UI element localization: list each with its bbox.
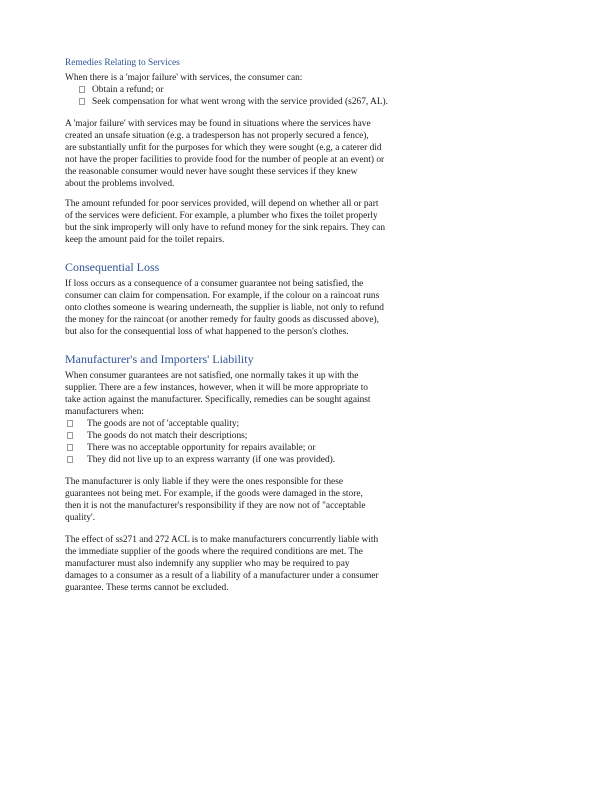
list-item: Obtain a refund; or bbox=[92, 85, 164, 95]
paragraph-line: but also for the consequential loss of what happened to the person's clothes. bbox=[65, 327, 349, 337]
paragraph-line: the money for the raincoat (or another remedy for faulty goods as discussed above), bbox=[65, 315, 379, 325]
section-heading-manufacturer-liability: Manufacturer's and Importers' Liability bbox=[65, 352, 254, 366]
paragraph-line: then it is not the manufacturer's responsibility if they are now not of "acceptable bbox=[65, 501, 366, 511]
checkbox-bullet-icon bbox=[67, 420, 73, 427]
paragraph-line: of the services were deficient. For example, a plumber who fixes the toilet properly bbox=[65, 211, 378, 221]
paragraph-line: manufacturer must also indemnify any supplier who may be required to pay bbox=[65, 559, 350, 569]
paragraph-line: quality'. bbox=[65, 513, 96, 523]
paragraph-line: supplier. There are a few instances, however, when it will be more appropriate to bbox=[65, 383, 368, 393]
paragraph-line: damages to a consumer as a result of a liability of a manufacturer under a consumer bbox=[65, 571, 379, 581]
paragraph-line: The amount refunded for poor services provided, will depend on whether all or part bbox=[65, 199, 379, 209]
paragraph-line: When there is a 'major failure' with services, the consumer can: bbox=[65, 73, 303, 83]
paragraph-line: The effect of ss271 and 272 ACL is to make manufacturers concurrently liable with bbox=[65, 535, 379, 545]
paragraph-line: not have the proper facilities to provide food for the number of people at an event) or bbox=[65, 155, 385, 165]
paragraph-line: guarantees not being met. For example, if the goods were damaged in the store, bbox=[65, 489, 363, 499]
paragraph-line: the immediate supplier of the goods where the required conditions are met. The bbox=[65, 547, 363, 557]
paragraph-line: created an unsafe situation (e.g. a tradesperson has not properly secured a fence), bbox=[65, 131, 369, 141]
paragraph-line: When consumer guarantees are not satisfied, one normally takes it up with the bbox=[65, 371, 359, 381]
paragraph-line: consumer can claim for compensation. For example, if the colour on a raincoat runs bbox=[65, 291, 380, 301]
checkbox-bullet-icon bbox=[79, 98, 85, 105]
checkbox-bullet-icon bbox=[67, 432, 73, 439]
list-item: The goods are not of 'acceptable quality; bbox=[87, 419, 240, 429]
paragraph-line: about the problems involved. bbox=[65, 179, 175, 189]
paragraph-line: guarantee. These terms cannot be excluded. bbox=[65, 583, 229, 593]
paragraph-line: but the sink improperly will only have to refund money for the sink repairs. They can bbox=[65, 223, 386, 233]
section-heading-consequential-loss: Consequential Loss bbox=[65, 260, 160, 274]
paragraph-line: the reasonable consumer would never have sought these services if they knew bbox=[65, 167, 358, 177]
paragraph-line: A 'major failure' with services may be found in situations where the services have bbox=[65, 119, 371, 129]
checkbox-bullet-icon bbox=[79, 86, 85, 93]
list-item: There was no acceptable opportunity for repairs available; or bbox=[87, 443, 316, 453]
checkbox-bullet-icon bbox=[67, 444, 73, 451]
paragraph-line: onto clothes someone is wearing underneath, the supplier is liable, not only to refund bbox=[65, 303, 384, 313]
paragraph-line: take action against the manufacturer. Specifically, remedies can be sought against bbox=[65, 395, 371, 405]
list-item: Seek compensation for what went wrong with the service provided (s267, AL). bbox=[92, 97, 389, 107]
paragraph-line: The manufacturer is only liable if they were the ones responsible for these bbox=[65, 477, 344, 487]
list-item: The goods do not match their descriptions; bbox=[87, 431, 248, 441]
paragraph-line: are substantially unfit for the purposes for which they were sought (e.g, a caterer did bbox=[65, 143, 382, 153]
paragraph-line: keep the amount paid for the toilet repairs. bbox=[65, 235, 225, 245]
paragraph-line: manufacturers when: bbox=[65, 407, 144, 417]
list-item: They did not live up to an express warranty (if one was provided). bbox=[87, 455, 336, 465]
section-heading-remedies: Remedies Relating to Services bbox=[65, 58, 180, 68]
paragraph-line: If loss occurs as a consequence of a consumer guarantee not being satisfied, the bbox=[65, 279, 364, 289]
checkbox-bullet-icon bbox=[67, 456, 73, 463]
